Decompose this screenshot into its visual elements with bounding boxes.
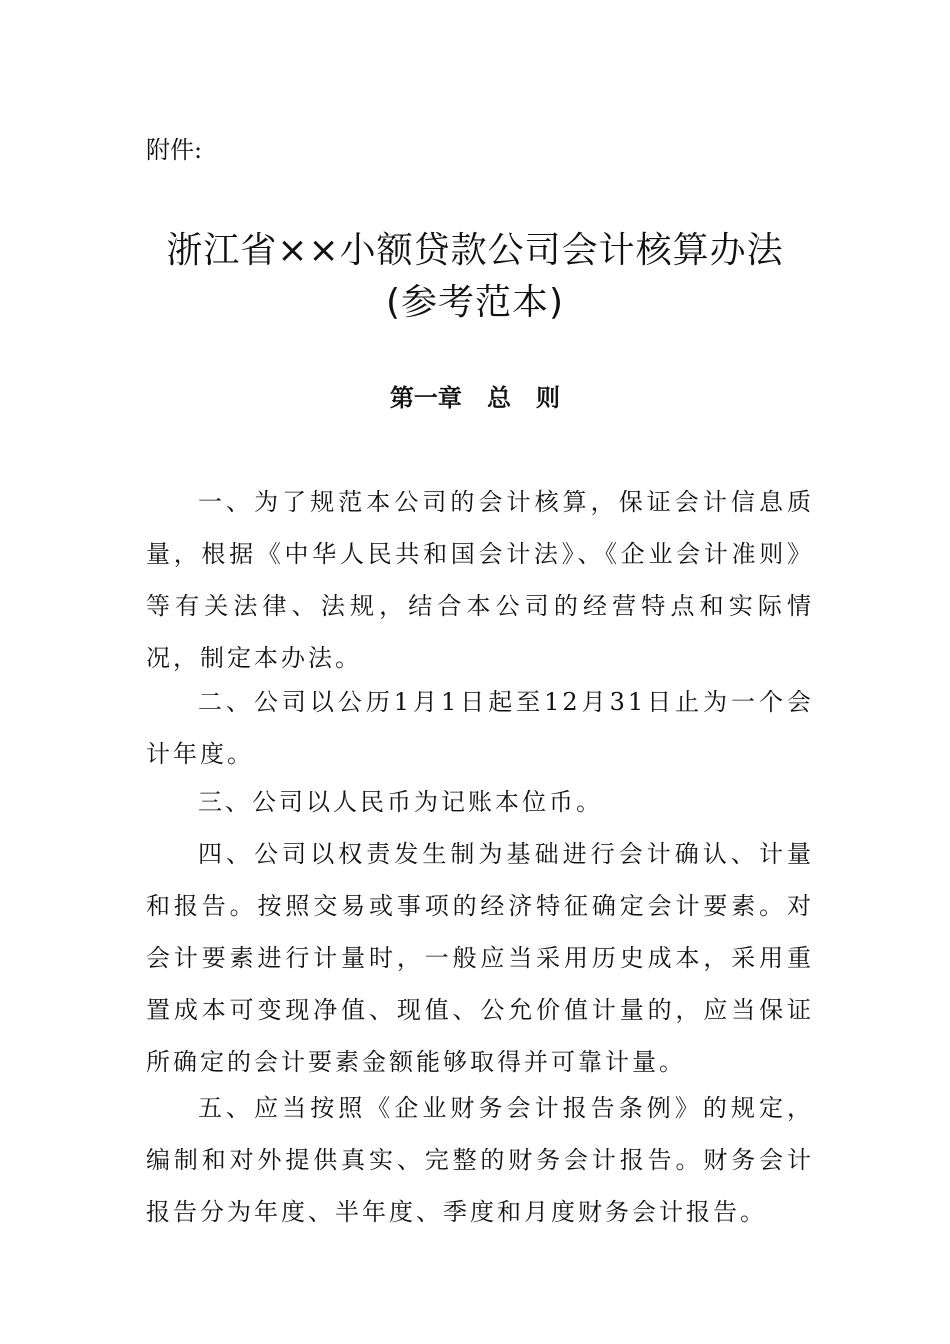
paragraph-5: 五、应当按照《企业财务会计报告条例》的规定，编制和对外提供真实、完整的财务会计报告。财务会计报告分为年度、半年度、季度和月度财务会计报告。 — [146, 1094, 814, 1226]
paragraph-1: 一、为了规范本公司的会计核算，保证会计信息质量，根据《中华人民共和国会计法》、《企业会计准则》等有关法律、法规，结合本公司的经营特点和实际情况，制定本办法。 — [146, 488, 814, 672]
attachment-label: 附件: — [146, 136, 203, 164]
paragraph-2: 二、公司以公历1月1日起至12月31日止为一个会计年度。 — [146, 688, 814, 768]
document-title: 浙江省××小额贷款公司会计核算办法 — [166, 230, 784, 271]
paragraph-3: 三、公司以人民币为记账本位币。 — [198, 788, 603, 816]
paragraph-4: 四、公司以权责发生制为基础进行会计确认、计量和报告。按照交易或事项的经济特征确定会计要素。对会计要素进行计量时，一般应当采用历史成本，采用重置成本可变现净值、现值、公允价值计量的，应当保证所确定的会计要素金额能够取得并可靠计量。 — [146, 840, 814, 1076]
document-subtitle: (参考范本) — [385, 282, 565, 323]
chapter-heading: 第一章 总 则 — [389, 384, 561, 412]
